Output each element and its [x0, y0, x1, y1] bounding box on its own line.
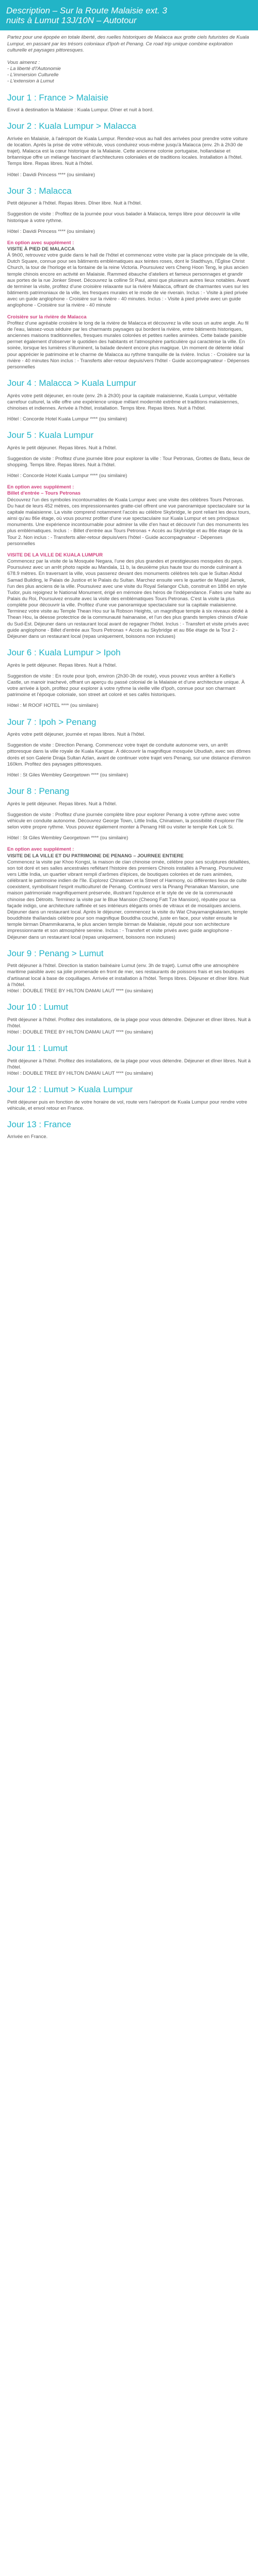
hotel-line: Hôtel : St Giles Wembley Georgetown **** (ou similaire) — [7, 835, 128, 841]
option-title: Billet d'entrée – Tours Petronas — [7, 490, 80, 497]
day-section — [7, 786, 251, 941]
day-text: Après votre petit déjeuner, en route (env. 2h à 2h30) pour la capitale malaisienne, Kuala Lumpur, véritable carrefour culturel, la ville offre une expérience unique mêlant modernité extrême et traditions malaisiennes, chinoises et indiennes. Arrivée à l'hôtel, installation. Temps libre. Repas libres. Nuit à l'hôtel. — [7, 393, 239, 411]
suggestion-text: Suggestion de visite : Profitez d'une journée complète libre pour explorer Penang à votre rythme avec votre véhicule en conduite autonome. Découvrez George Town, Little India, Chinatown, la possibilité d'explorer l'île selon votre propre rythme. Vous pouvez également monter à Penang Hill ou visiter le temple Kek Lok Si. — [7, 811, 244, 831]
suggestion-text: Suggestion de visite : Direction Penang. Commencez votre trajet de conduite autonome vers, un arrêt pittoresque dans la ville royale de Kuala Kangsar. À découvrir la magnifique mosquée Ubudiah, avec ses dômes dorés et son Galerie Diraja Sultan Azlan, avant de continuer votre trajet vers Penang, sur une distance d'environ 160km. Profitez des paysages pittoresques. — [7, 742, 251, 767]
hotel-line: Hôtel : DOUBLE TREE BY HILTON DAMAI LAUT **** (ou similaire) — [7, 988, 153, 994]
option-text: Découvrez l'un des symboles incontournables de Kuala Lumpur avec une visite des célèbres Tours Petronas. Du haut de leurs 452 mètres, ces impressionnantes gratte-ciel offrent une vue panoramique spectaculaire sur la capitale malaisienne. La visite comprend notamment l'accès au célèbre Skybridge, le pont reliant les deux tours, ainsi qu'au 86e étage, où vous pourrez profiter d'une vue spectaculaire sur Kuala Lumpur et ses principaux monuments. Une expérience incontournable pour admirer la ville d'en haut et découvrir l'un des monuments les plus emblématiques. Inclus : - Billet d'entrée aux Tours Petronas + Accès au Skybridge et au 86e étage de la Tour 2. Non inclus : - Transferts aller-retour depuis/vers l'hôtel - Guide accompagnateur - Dépenses personnelles — [7, 497, 251, 547]
hotel-line: Hôtel : Concorde Hotel Kuala Lumpur **** (ou similaire) — [7, 473, 127, 479]
hotel-line: Hôtel : Concorde Hotel Kuala Lumpur **** (ou similaire) — [7, 416, 127, 422]
option-title: Croisière sur la rivière de Malacca — [7, 314, 87, 320]
day-text: Après votre petit déjeuner, journée et repas libres. Nuit à l'hôtel. — [7, 732, 146, 738]
day-section — [7, 717, 251, 778]
day-section — [7, 648, 251, 709]
suggestion-text: Suggestion de visite : Profitez de la journée pour vous balader à Malacca, temps libre pour découvrir la ville historique à votre rythme. — [7, 211, 240, 224]
option-title: VISITE DE LA VILLE ET DU PATRIMOINE DE PENANG – JOURNEE ENTIERE — [7, 853, 184, 859]
option-title: VISITE À PIED DE MALACCA — [7, 246, 75, 252]
day-text: Petit déjeuner à l'hôtel. Direction la station balnéaire Lumut (env. 3h de trajet). Lumut offre une atmosphère maritime paisible avec sa jolie promenade en front de mer, ses restaurants de poissons frais et ses boutiques d'artisanat local à base de coquillages. Arrivée et installation à l'hôtel. Temps libres. Déjeuner et dîner libre. Nuit à l'hôtel. — [7, 963, 249, 988]
day-section — [7, 378, 251, 422]
suggestion-text: Suggestion de visite : Profitez d'une journée libre pour explorer la ville : Tour Petronas, Grottes de Batu, lieux de shopping. Temps libre. Repas libres. Nuit à l'hôtel. — [7, 455, 250, 468]
day-section — [7, 1002, 251, 1036]
day-text: Petit déjeuner à l'hôtel. Profitez des installations, de la plage pour vous détendre. Déjeuner et dîner libres. Nuit à l'hôtel. — [7, 1016, 251, 1029]
day-title: Jour 12 : Lumut > Kuala Lumpur — [7, 1084, 133, 1095]
hotel-line: Hôtel : St Giles Wembley Georgetown **** (ou similaire) — [7, 772, 128, 778]
day-title: Jour 7 : Ipoh > Penang — [7, 717, 96, 727]
day-title: Jour 1 : France > Malaisie — [7, 92, 109, 103]
option-heading: En option avec supplément : — [7, 240, 74, 246]
option-title: VISITE DE LA VILLE DE KUALA LUMPUR — [7, 552, 103, 558]
day-title: Jour 2 : Kuala Lumpur > Malacca — [7, 121, 136, 131]
day-section — [7, 1120, 251, 1141]
hotel-line: Hôtel : Davidi Princess **** (ou similaire) — [7, 172, 95, 178]
day-text: Après le petit déjeuner. Repas libres. Nuit à l'hôtel. — [7, 801, 117, 807]
day-text: Petit déjeuner à l'hôtel. Repas libres. Dîner libre. Nuit à l'hôtel. — [7, 200, 142, 207]
highlight-item: - La liberté d'l'Autonomie — [7, 66, 61, 72]
day-section — [7, 186, 251, 370]
option-text: À 9h00, retrouvez votre guide dans le hall de l'hôtel et commencez votre visite par la place principale de la ville, Dutch Square, connue pour ses bâtiments emblématiques aux teintes roses, dont le Stadthuys, l'Église Christ Church, la tour de l'horloge et la fontaine de la reine Victoria. Poursuivez vers Cheng Hoon Teng, le plus ancien temple chinois encore en activité en Malaisie. Rammed ébauche d'ateliers et fameux personnages et grandir aux portes de la rue Jonker Street. Découvrez la colline St Paul, ainsi que plusieurs autres lieux notables. Avant de terminer la visite, profitez d'une croisière relaxante sur la rivière Malacca, offrant de charmantes vues sur les bâtiments patrimoniaux de la ville, les fresques murales et le mode de vie riverain. Inclus : - Visite à pied privée avec un guide anglophone - Croisière sur la rivière - 40 minutes. Inclus : - Visite à pied privée avec un guide anglophone - Croisière sur la rivière - 40 minute — [7, 252, 250, 309]
highlight-item: - L'extension à Lumut — [7, 78, 54, 84]
option-heading: En option avec supplément : — [7, 846, 74, 853]
day-text: Petit déjeuner puis en fonction de votre horaire de vol, route vers l'aéroport de Kuala Lumpur pour rendre votre véhicule, et envol retour en France. — [7, 1099, 247, 1111]
itinerary-content — [0, 30, 258, 1140]
day-section — [7, 430, 251, 640]
day-title: Jour 9 : Penang > Lumut — [7, 948, 104, 958]
day-title: Jour 5 : Kuala Lumpur — [7, 430, 94, 440]
page-title-line1: Description – Sur la Route Malaisie ext. 3 — [6, 6, 167, 15]
hotel-line: Hôtel : M ROOF HOTEL **** (ou similaire) — [7, 703, 99, 709]
day-title: Jour 4 : Malacca > Kuala Lumpur — [7, 378, 136, 388]
day-text: Arrivée en France. — [7, 1134, 48, 1140]
day-title: Jour 10 : Lumut — [7, 1002, 69, 1012]
day-title: Jour 11 : Lumut — [7, 1043, 68, 1054]
day-section — [7, 1043, 251, 1077]
day-section — [7, 93, 251, 114]
day-section — [7, 948, 251, 994]
day-title: Jour 13 : France — [7, 1119, 71, 1129]
option-text: Commencez la visite par Khoo Kongsi, la maison de clan chinoise ornée, célèbre pour ses sculptures détaillées, son toit doré et ses salles ancestrales reflétant l'histoire des premiers Chinois installés à Penang. Poursuivez vers Little India, un quartier vibrant rempli d'arômes d'épices, de boutiques colorées et de rues animées, célébrant le patrimoine indien de l'île. Explorez Chinatown et la Street of Harmony, où différentes lieux de culte coexistent, symbolisant l'esprit multiculturel de Penang. Continuez vers la Pinang Peranakan Mansion, une maison patrimoniale magnifiquement préservée, illustrant l'opulence et le style de vie de la communauté chinoise des Détroits. Terminez la visite par le Blue Mansion (Cheong Fatt Tze Mansion), réputée pour sa façade indigo, une architecture raffinée et ses intérieurs élégants ornés de vitraux et de mosaïques anciens. Déjeuner dans un restaurant local. Après le déjeuner, commencez la visite du Wat Chayamangkalaram, temple bouddhiste thaïlandais célèbre pour son magnifique Bouddha couché, juste en face, pour visiter ensuite le temple birman Dhammikarama, le plus ancien temple birman de Malaisie, réputé pour son architecture impressionnante et son atmosphère sereine. Inclus : - Transfert et visite privés avec guide anglophone - Déjeuner dans un restaurant local (repas uniquement, boissons non incluses) — [7, 859, 251, 940]
day-section — [7, 121, 251, 178]
day-text: Envol à destination la Malaisie : Kuala Lumpur. Dîner et nuit à bord. — [7, 107, 154, 113]
day-text: Après le petit déjeuner. Repas libres. Nuit à l'hôtel. — [7, 445, 117, 451]
hotel-line: Hôtel : Davidi Princess **** (ou similaire) — [7, 228, 95, 234]
intro-text: Partez pour une épopée en totale liberté, des ruelles historiques de Malacca aux grotte ciels futuristes de Kuala Lumpur, en passant par les trésors coloniaux d'Ipoh et Penang. Ce road trip unique combine exploration culturelle et paysages pittoresques. — [7, 35, 249, 53]
page-header — [0, 0, 258, 30]
day-title: Jour 8 : Penang — [7, 786, 70, 796]
page-title-line2: nuits à Lumut 13J/10N – Autotour — [6, 15, 137, 26]
day-text: Après le petit déjeuner. Repas libres. Nuit à l'hôtel. — [7, 662, 117, 668]
day-section — [7, 1084, 251, 1112]
option-text: Profitez d'une agréable croisière le long de la rivière de Malacca et découvrez la ville sous un autre angle. Au fil de l'eau, laissez-vous séduire par les charmants paysages qui bordent la rivière, entre bâtiments historiques, anciennes maisons traditionnelles, fresques murales colorées et petites ruelles animées. Cette balade paisible permet également d'observer le quotidien des habitants et l'atmosphère particulière qui caractérise la ville. En soirée, lorsque les lumières s'illuminent, la balade devient encore plus magique. Un moment de détente idéal pour apprécier le patrimoine et le charme de Malacca au rythme tranquille de la rivière. Inclus : - Croisière sur la rivière - 40 minutes Non inclus : - Transferts aller-retour depuis/vers l'hôtel - Guide accompagnateur - Dépenses personnelles — [7, 320, 250, 370]
option-text: Commencez par la visite de la Mosquée Negara, l'une des plus grandes et prestigieuses mosquées du pays. Poursuivez avec un arrêt photo rapide au Mandala, 11 b, la deuxième plus haute tour du monde culminant à 678.9 mètres. En traversant la ville, vous passerez devant des monuments célèbres tels que le Sultan Abdul Samad Building, le Palais de Justice et le Palais du Sultan. Marchez ensuite vers le quartier de Masjid Jamek, l'un des plus anciens de la ville. Poursuivez avec une visite du Royal Selangor Club, construit en 1884 en style Tudor, puis rejoignez le National Monument, érigé en mémoire des héros de l'indépendance. Faites une halte au Palais du Roi, Poursuivez ensuite avec la visite des emblématiques Tours Petronas. C'est la visite la plus complète pour découvrir la ville. Profitez d'une vue panoramique spectaculaire sur la capitale malaisienne. Terminez votre visite au Temple Thean Hou sur la Robson Heights, un magnifique temple à six niveaux dédié à Thean Hou, la déesse protectrice de la communauté hainanaise, et l'un des plus grands temples chinois d'Asie du Sud-Est. Déjeuner dans un restaurant local avant de regagner l'hôtel. Inclus : - Transfert et visite privés avec guide anglophone - Billet d'entrée aux Tours Petronas + Accès au Skybridge et au 86e étage de la Tour 2 - Déjeuner dans un restaurant local (repas uniquement, boissons non incluses) — [7, 558, 251, 639]
option-heading: En option avec supplément : — [7, 484, 74, 490]
suggestion-text: Suggestion de visite : En route pour Ipoh, environ (2h30-3h de route), vous pouvez vous arrêter à Kellie's Castle, un manoir inachevé, offrant un aperçu du passé colonial de la Malaisie et d'une architecture unique. À votre arrivée à Ipoh, profitez pour explorer à votre rythme la vieille ville d'Ipoh, connue pour son charmant patrimoine et l'époque coloniale, son street art coloré et ses cafés historiques. — [7, 673, 245, 698]
hotel-line: Hôtel : DOUBLE TREE BY HILTON DAMAI LAUT **** (ou similaire) — [7, 1029, 153, 1035]
highlights-label: Vous aimerez : — [7, 59, 40, 65]
page-title — [6, 6, 252, 25]
day-title: Jour 3 : Malacca — [7, 185, 72, 196]
hotel-line: Hôtel : DOUBLE TREE BY HILTON DAMAI LAUT **** (ou similaire) — [7, 1070, 153, 1076]
day-title: Jour 6 : Kuala Lumpur > Ipoh — [7, 648, 121, 658]
highlight-item: - L'immersion Culturelle — [7, 72, 59, 78]
day-text: Arrivée en Malaisie, à l'aéroport de Kuala Lumpur. Rendez-vous au hall des arrivées pour prendre votre voiture de location. Après la prise de votre véhicule, vous conduirez vous-même jusqu'à Malacca (env. 2h à 2h30 de trajet). Malacca est la cœur historique de la Malaisie. Cette ancienne colonie portugaise, hollandaise et britannique offre un mélange fascinant d'architectures coloniales et de traditions locales. Installation à l'hôtel. Temps libre. Repas libres. Nuit à l'hôtel. — [7, 135, 248, 167]
day-text: Petit déjeuner à l'hôtel. Profitez des installations, de la plage pour vous détendre. Déjeuner et dîner libres. Nuit à l'hôtel. — [7, 1058, 251, 1070]
